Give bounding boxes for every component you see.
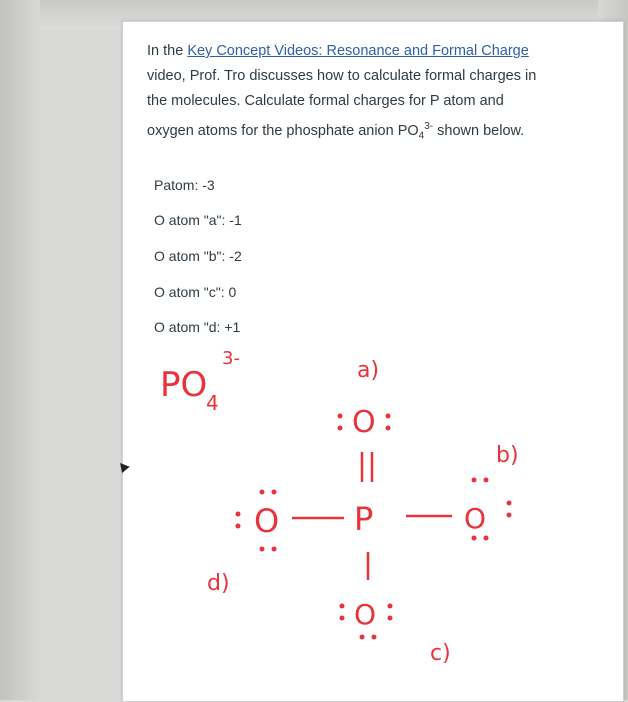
lone-pair-dot <box>338 414 343 419</box>
oxygen-c: O <box>354 598 377 631</box>
question-body: video, Prof. Tro discusses how to calculate formal charges in the molecules. Calculate formal charges for P atom and oxygen atoms for the phosphate anion PO <box>147 68 537 139</box>
phosphorus-atom: P <box>354 500 374 538</box>
lone-pair-dot <box>338 426 343 431</box>
answer-o-atom-a: O atom "a": -1 <box>154 212 242 228</box>
answer-o-atom-b: O atom "b": -2 <box>154 248 242 264</box>
lone-pair-dot <box>272 547 277 552</box>
lone-pair-dot <box>260 490 265 495</box>
lone-pair-dot <box>388 604 393 609</box>
question-formula-subscript: 4 <box>418 130 425 142</box>
answer-o-atom-d: O atom "d: +1 <box>154 319 241 335</box>
question-formula-superscript: 3- <box>424 121 434 132</box>
question-tail: shown below. <box>433 122 525 139</box>
formula-charge: 3- <box>222 348 240 369</box>
label-c: c) <box>430 641 451 666</box>
lone-pair-dot <box>272 490 277 495</box>
lone-pair-dot <box>507 501 512 506</box>
lone-pair-dot <box>340 604 345 609</box>
answer-o-atom-c: O atom "c": 0 <box>154 284 237 300</box>
lone-pair-dot <box>472 536 477 541</box>
lone-pair-dot <box>386 426 391 431</box>
oxygen-d: O <box>254 502 280 540</box>
lone-pair-dot <box>386 414 391 419</box>
lone-pair-dot <box>372 635 377 640</box>
label-b: b) <box>496 443 519 468</box>
lone-pair-dot <box>507 513 512 518</box>
oxygen-a: O <box>352 405 376 440</box>
label-a: a) <box>357 358 380 383</box>
lone-pair-dot <box>260 547 265 552</box>
question-intro: In the <box>147 43 188 59</box>
lone-pair-dot <box>236 512 241 517</box>
lone-pair-dot <box>484 536 489 541</box>
lone-pair-dot <box>484 478 489 483</box>
formula-subscript: 4 <box>206 391 219 415</box>
answer-p-atom: Patom: -3 <box>154 177 215 193</box>
label-d: d) <box>207 571 230 596</box>
oxygen-b: O <box>464 502 487 535</box>
lone-pair-dot <box>236 524 241 529</box>
formula-main: PO <box>160 365 208 405</box>
lone-pair-dot <box>360 635 365 640</box>
key-concept-video-link[interactable]: Key Concept Videos: Resonance and Formal Charge <box>187 43 529 59</box>
lone-pair-dot <box>340 616 345 621</box>
lone-pair-dot <box>388 616 393 621</box>
lone-pair-dot <box>472 478 477 483</box>
